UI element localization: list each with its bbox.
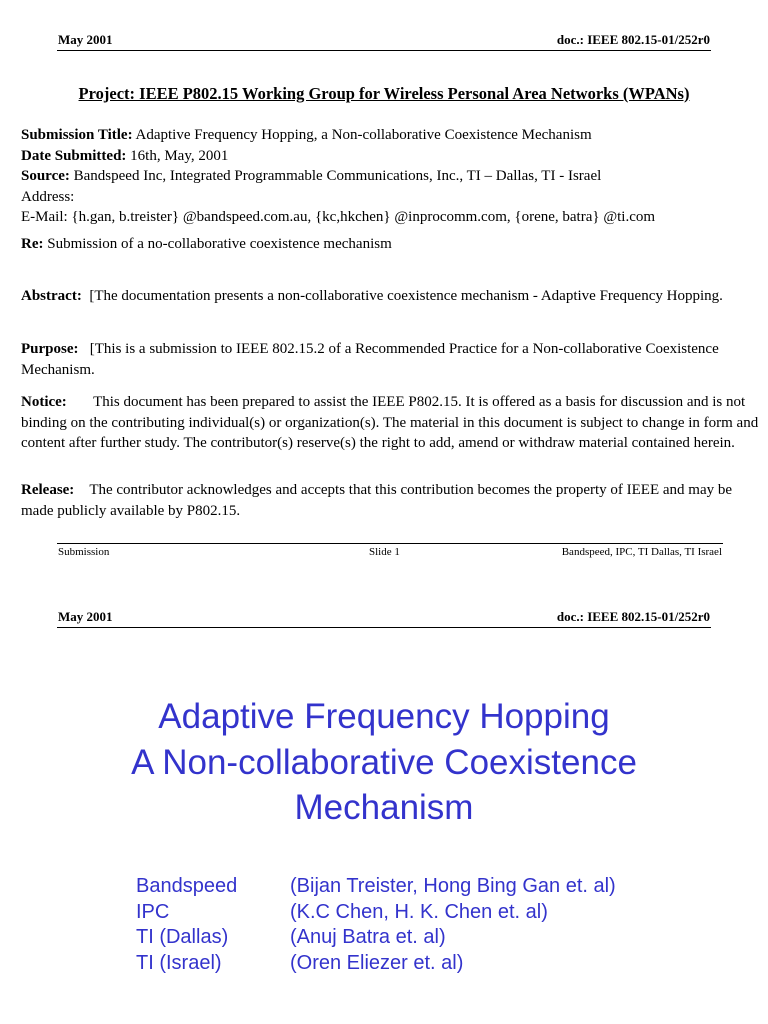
author-row [136,900,616,926]
email-line [21,207,761,228]
notice-text: This document has been prepared to assist the IEEE P802.15. It is offered as a basis for discussion and is not binding on the contributing individual(s) or organization(s). The material in this document is subject to change in form and content after further study. The contributor(s) reserve(s) the right to add, amend or withdraw material contained herein. [21,394,759,451]
address-line [21,187,761,208]
slide2-header [57,607,711,628]
author-names: (Oren Eliezer et. al) [290,952,464,975]
submission-title-value: Adaptive Frequency Hopping, a Non-collaborative Coexistence Mechanism [135,127,592,143]
slide1-header [57,30,711,51]
title-line: Mechanism [294,788,474,827]
re-value: Submission of a no-collaborative coexistence mechanism [47,236,392,252]
author-row [136,874,616,900]
submission-title-line [21,125,761,146]
footer-right: Bandspeed, IPC, TI Dallas, TI Israel [561,546,722,558]
release-text: The contributor acknowledges and accepts that this contribution becomes the property of IEEE and may be made publicly available by P802.15. [21,482,733,519]
author-org: TI (Dallas) [136,926,229,949]
purpose-label: Purpose: [21,341,79,357]
release-label: Release: [21,482,75,498]
header-date: May 2001 [58,609,113,624]
source-label: Source: [21,168,70,184]
source-line [21,166,761,187]
footer-slide-number: Slide 1 [369,546,400,558]
title-line: A Non-collaborative Coexistence [131,742,637,782]
header-doc-id: doc.: IEEE 802.15-01/252r0 [556,609,710,624]
notice-label: Notice: [21,394,67,410]
author-row [136,925,616,951]
date-label: Date Submitted: [21,147,127,164]
source-value: Bandspeed Inc, Integrated Programmable Communications, Inc., TI – Dallas, TI - Israel [73,168,602,184]
email-value: {h.gan, b.treister} @bandspeed.com.au, {kc,hkchen} @inprocomm.com, {orene, batra} @ti.com [71,209,656,225]
purpose-text: [This is a submission to IEEE 802.15.2 of a Recommended Practice for a Non-collaborative Coexistence Mechanism. [21,341,719,378]
email-label: E-Mail: [21,209,68,225]
re-label: Re: [21,236,44,252]
date-value: 16th, May, 2001 [130,147,229,164]
author-org: IPC [136,900,170,923]
footer-left: Submission [58,546,110,558]
date-line [21,146,761,167]
author-names: (Anuj Batra et. al) [290,926,446,949]
release-paragraph [21,480,761,521]
abstract-text: [The documentation presents a non-collaborative coexistence mechanism - Adaptive Frequency Hopping. [89,288,723,304]
submission-title-label: Submission Title: [21,127,133,143]
title-line: Adaptive Frequency Hopping [158,697,610,736]
author-names: (K.C Chen, H. K. Chen et. al) [290,900,548,923]
header-date: May 2001 [58,32,113,47]
author-org: Bandspeed [136,875,238,897]
address-label: Address: [21,188,75,205]
submission-info [21,125,761,228]
abstract-label: Abstract: [21,288,82,304]
re-line [21,234,761,255]
abstract-paragraph [21,286,761,307]
slide1-footer [57,543,723,562]
slide-title [0,694,768,831]
purpose-paragraph [21,339,761,380]
authors-list [136,874,616,977]
author-row [136,951,616,977]
author-org: TI (Israel) [136,952,222,975]
author-names: (Bijan Treister, Hong Bing Gan et. al) [290,875,616,897]
notice-paragraph [21,392,761,454]
project-title: Project: IEEE P802.15 Working Group for Wireless Personal Area Networks (WPANs) [78,84,690,103]
header-doc-id: doc.: IEEE 802.15-01/252r0 [556,32,710,47]
